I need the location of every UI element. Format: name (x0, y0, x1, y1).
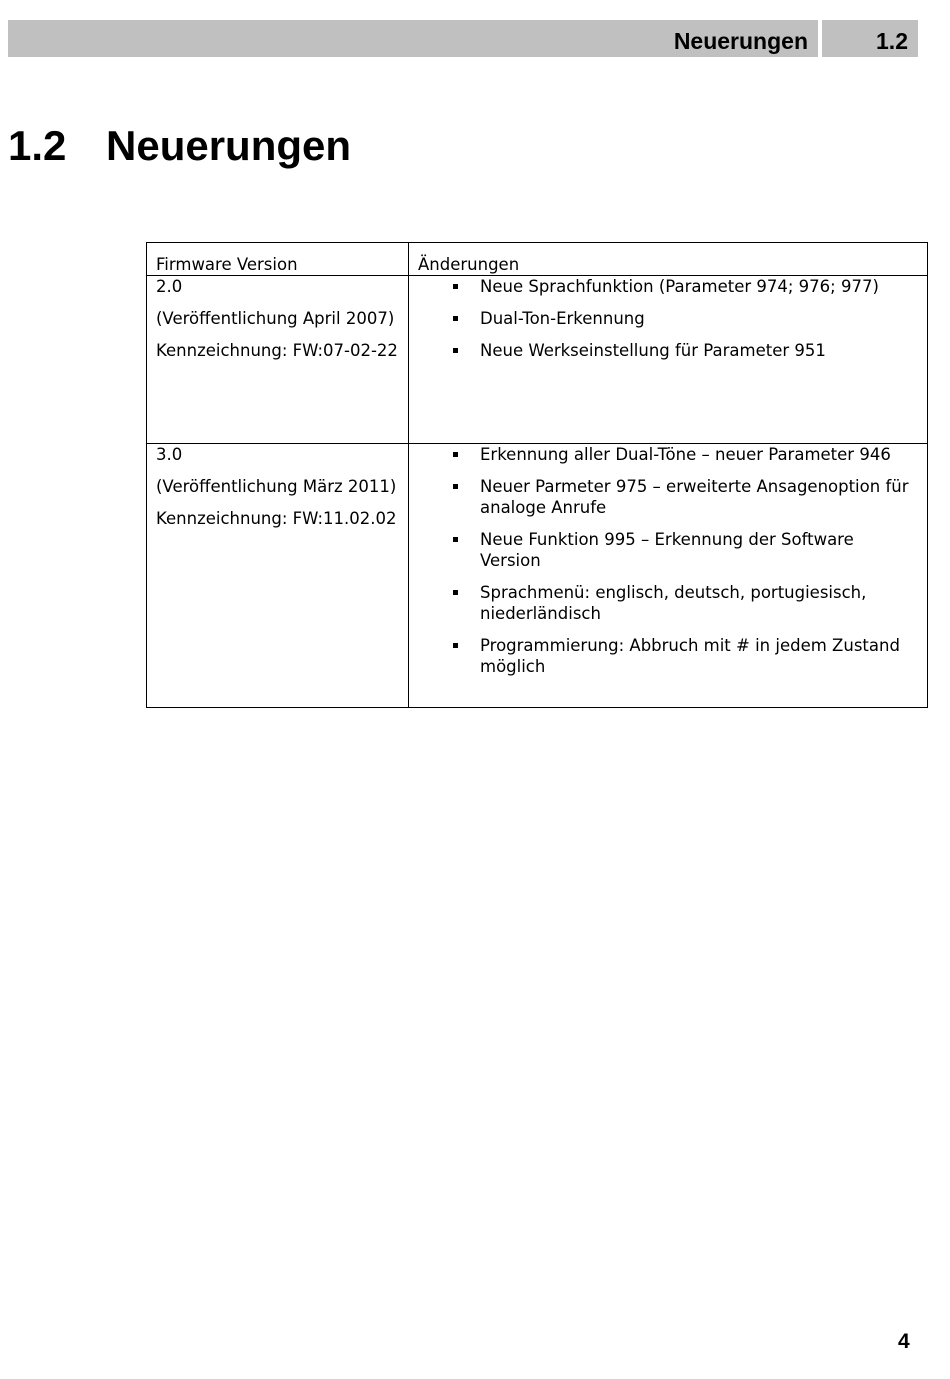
table-row (147, 444, 928, 708)
firmware-version: 2.0 (156, 277, 183, 296)
section-title: Neuerungen (106, 122, 352, 169)
list-item: Neuer Parmeter 975 – erweiterte Ansagenoption für analoge Anrufe (480, 476, 919, 518)
list-item: Programmierung: Abbruch mit # in jedem Zustand möglich (480, 635, 919, 677)
publication-date: (Veröffentlichung April 2007) (156, 309, 395, 328)
firmware-version: 3.0 (156, 445, 183, 464)
publication-date: (Veröffentlichung März 2011) (156, 477, 397, 496)
page-number: 4 (898, 1330, 910, 1353)
changes-list (418, 276, 919, 361)
list-item: Neue Sprachfunktion (Parameter 974; 976; 977) (480, 276, 919, 297)
firmware-cell (147, 444, 409, 708)
changes-list (418, 444, 919, 677)
column-header-firmware: Firmware Version (147, 243, 409, 276)
list-item: Sprachmenü: englisch, deutsch, portugiesisch, niederländisch (480, 582, 919, 624)
list-item: Neue Funktion 995 – Erkennung der Software Version (480, 529, 919, 571)
changes-table (146, 242, 928, 708)
list-item: Dual-Ton-Erkennung (480, 308, 919, 329)
header-title: Neuerungen (8, 20, 818, 57)
changes-cell (409, 276, 928, 444)
table-row (147, 276, 928, 444)
firmware-marking: Kennzeichnung: FW:11.02.02 (156, 509, 397, 528)
column-header-changes: Änderungen (409, 243, 928, 276)
table-header-row (147, 243, 928, 276)
firmware-cell (147, 276, 409, 444)
changes-cell (409, 444, 928, 708)
section-heading (8, 118, 351, 174)
running-header (8, 20, 918, 57)
section-number: 1.2 (8, 122, 67, 169)
header-section-number: 1.2 (822, 20, 918, 57)
list-item: Erkennung aller Dual-Töne – neuer Parameter 946 (480, 444, 919, 465)
list-item: Neue Werkseinstellung für Parameter 951 (480, 340, 919, 361)
firmware-marking: Kennzeichnung: FW:07-02-22 (156, 341, 398, 360)
